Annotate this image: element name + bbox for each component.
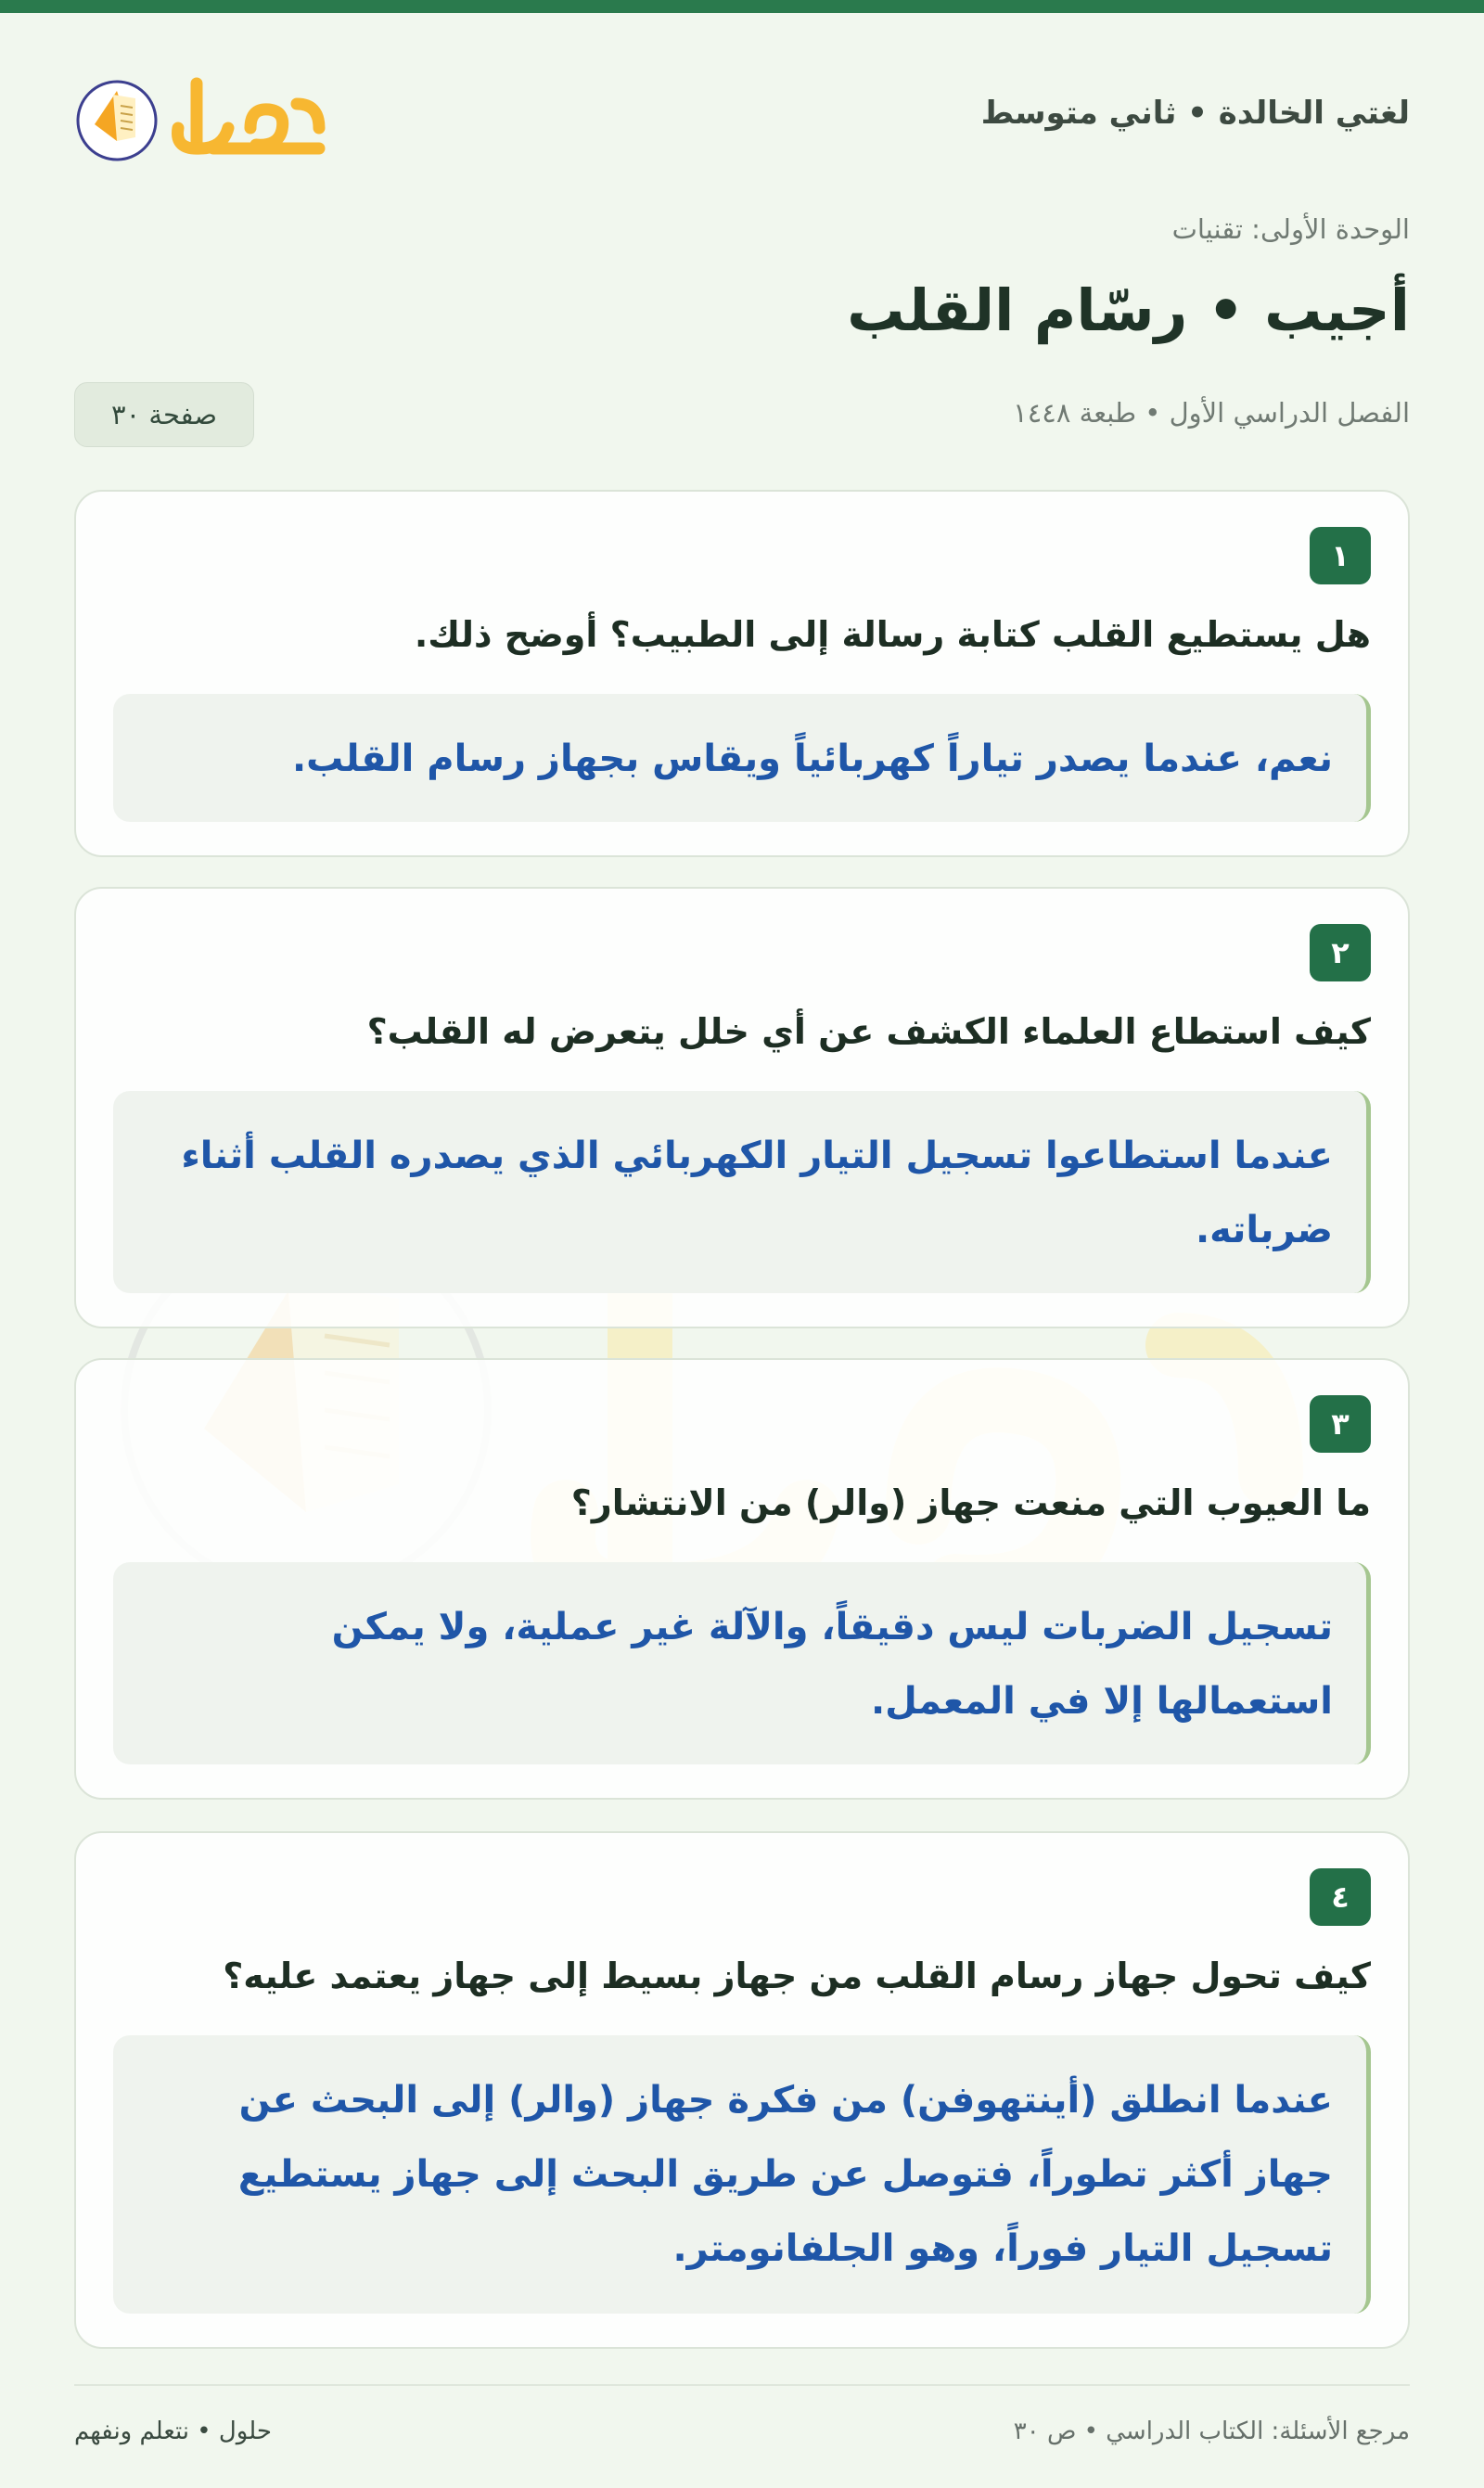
unit-label: الوحدة الأولى: تقنيات bbox=[1171, 213, 1410, 245]
page-title: أجيب • رسّام القلب bbox=[847, 276, 1410, 344]
question-card-2 bbox=[74, 887, 1410, 1328]
hulool-logo-icon[interactable] bbox=[74, 67, 334, 163]
footer-brand: حلول • نتعلم ونفهم bbox=[74, 2417, 272, 2445]
answer-box: تسجيل الضربات ليس دقيقاً، والآلة غير عملية، ولا يمكن استعمالها إلا في المعمل. bbox=[113, 1562, 1371, 1764]
page-number-badge[interactable]: صفحة ٣٠ bbox=[74, 382, 254, 447]
question-text: هل يستطيع القلب كتابة رسالة إلى الطبيب؟ أوضح ذلك. bbox=[414, 614, 1371, 655]
question-card-3 bbox=[74, 1358, 1410, 1800]
question-text: كيف تحول جهاز رسام القلب من جهاز بسيط إلى جهاز يعتمد عليه؟ bbox=[223, 1956, 1371, 1996]
question-text: كيف استطاع العلماء الكشف عن أي خلل يتعرض له القلب؟ bbox=[366, 1011, 1371, 1052]
question-number-badge: ٤ bbox=[1310, 1868, 1371, 1926]
page-header bbox=[74, 67, 1410, 163]
question-text: ما العيوب التي منعت جهاز (والر) من الانتشار؟ bbox=[570, 1482, 1371, 1523]
footer-reference: مرجع الأسئلة: الكتاب الدراسي • ص ٣٠ bbox=[1013, 2417, 1410, 2445]
question-number-badge: ٣ bbox=[1310, 1395, 1371, 1453]
footer-divider bbox=[74, 2384, 1410, 2386]
answer-box: عندما انطلق (أينتهوفن) من فكرة جهاز (والر) إلى البحث عن جهاز أكثر تطوراً، فتوصل عن طريق البحث إلى جهاز يستطيع تسجيل التيار فوراً، وهو الجلفانومتر. bbox=[113, 2035, 1371, 2314]
series-title: لغتي الخالدة • ثاني متوسط bbox=[980, 95, 1410, 132]
edition-meta: الفصل الدراسي الأول • طبعة ١٤٤٨ bbox=[1013, 397, 1410, 429]
question-number-badge: ٢ bbox=[1310, 924, 1371, 981]
question-card-1 bbox=[74, 490, 1410, 857]
answer-box: عندما استطاعوا تسجيل التيار الكهربائي الذي يصدره القلب أثناء ضرباته. bbox=[113, 1091, 1371, 1293]
top-accent-bar bbox=[0, 0, 1484, 13]
question-card-4 bbox=[74, 1831, 1410, 2349]
question-number-badge: ١ bbox=[1310, 527, 1371, 584]
answer-box: نعم، عندما يصدر تياراً كهربائياً ويقاس بجهاز رسام القلب. bbox=[113, 694, 1371, 822]
